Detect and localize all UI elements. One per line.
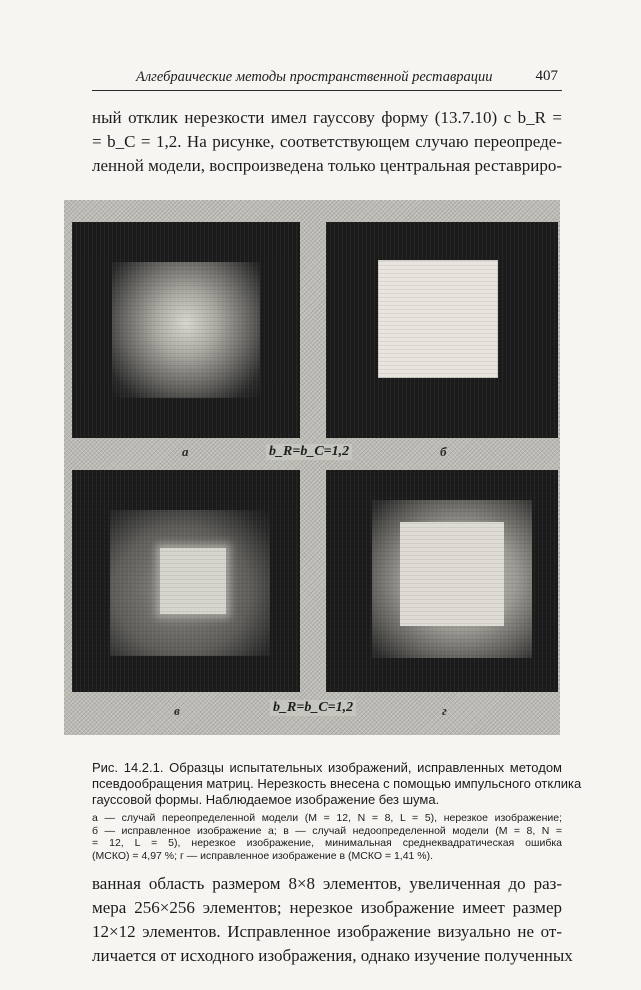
panel-label-b: б — [440, 444, 447, 459]
panel-texture — [326, 222, 558, 438]
panel-a-blurred-overdetermined — [72, 222, 300, 438]
text-line: ванная область размером 8×8 элементов, увеличенная до раз- — [92, 874, 562, 893]
body-text-bottom — [92, 872, 573, 968]
caption-detail-line: = 12, L = 5), нерезкое изображение, минимальная среднеквадратическая ошибка — [92, 837, 562, 849]
running-title: Алгебраические методы пространственной реставрации — [136, 69, 493, 85]
page-header — [92, 68, 562, 91]
panel-c-blurred-underdetermined — [72, 470, 300, 692]
text-line: личается от исходного изображения, однако изучение полученных — [92, 946, 573, 965]
panel-b-restored — [326, 222, 558, 438]
text-line: ный отклик нерезкости имел гауссову форму (13.7.10) с b_R = — [92, 108, 562, 127]
caption-detail-line: б — исправленное изображение а; в — случай недоопределенной модели (M = 8, N = — [92, 824, 562, 837]
figure-caption — [92, 760, 582, 862]
caption-detail-line: (МСКО) = 4,97 %; г — исправленное изображение в (МСКО = 1,41 %). — [92, 849, 434, 862]
caption-detail-line: а — случай переопределенной модели (M = 12, N = 8, L = 5), нерезкое изображение; — [92, 812, 562, 824]
panel-d-restored — [326, 470, 558, 692]
panel-label-d: г — [442, 703, 447, 718]
text-line: = b_C = 1,2. На рисунке, соответствующем случаю переопреде- — [92, 132, 562, 151]
caption-line: псевдообращения матриц. Нерезкость внесена с помощью импульсного отклика — [92, 776, 582, 791]
caption-line: Рис. 14.2.1. Образцы испытательных изображений, исправленных методом — [92, 760, 562, 775]
panel-label-c: в — [174, 703, 180, 718]
panel-texture — [326, 470, 558, 692]
body-text-top — [92, 106, 562, 178]
text-line: мера 256×256 элементов; нерезкое изображение имеет размер — [92, 898, 562, 917]
blur-parameter-label-bottom: b_R=b_C=1,2 — [270, 700, 356, 716]
page-number: 407 — [535, 68, 558, 84]
caption-details — [92, 812, 562, 862]
panel-texture — [72, 222, 300, 438]
text-line: ленной модели, воспроизведена только центральная реставриро- — [92, 156, 562, 175]
caption-line: гауссовой формы. Наблюдаемое изображение без шума. — [92, 792, 440, 807]
text-line: 12×12 элементов. Исправленное изображение визуально не от- — [92, 922, 562, 941]
caption-main — [92, 760, 582, 808]
blur-parameter-label-top: b_R=b_C=1,2 — [266, 444, 352, 460]
panel-texture — [72, 470, 300, 692]
figure-test-images — [64, 200, 560, 735]
panel-label-a: a — [182, 444, 189, 459]
